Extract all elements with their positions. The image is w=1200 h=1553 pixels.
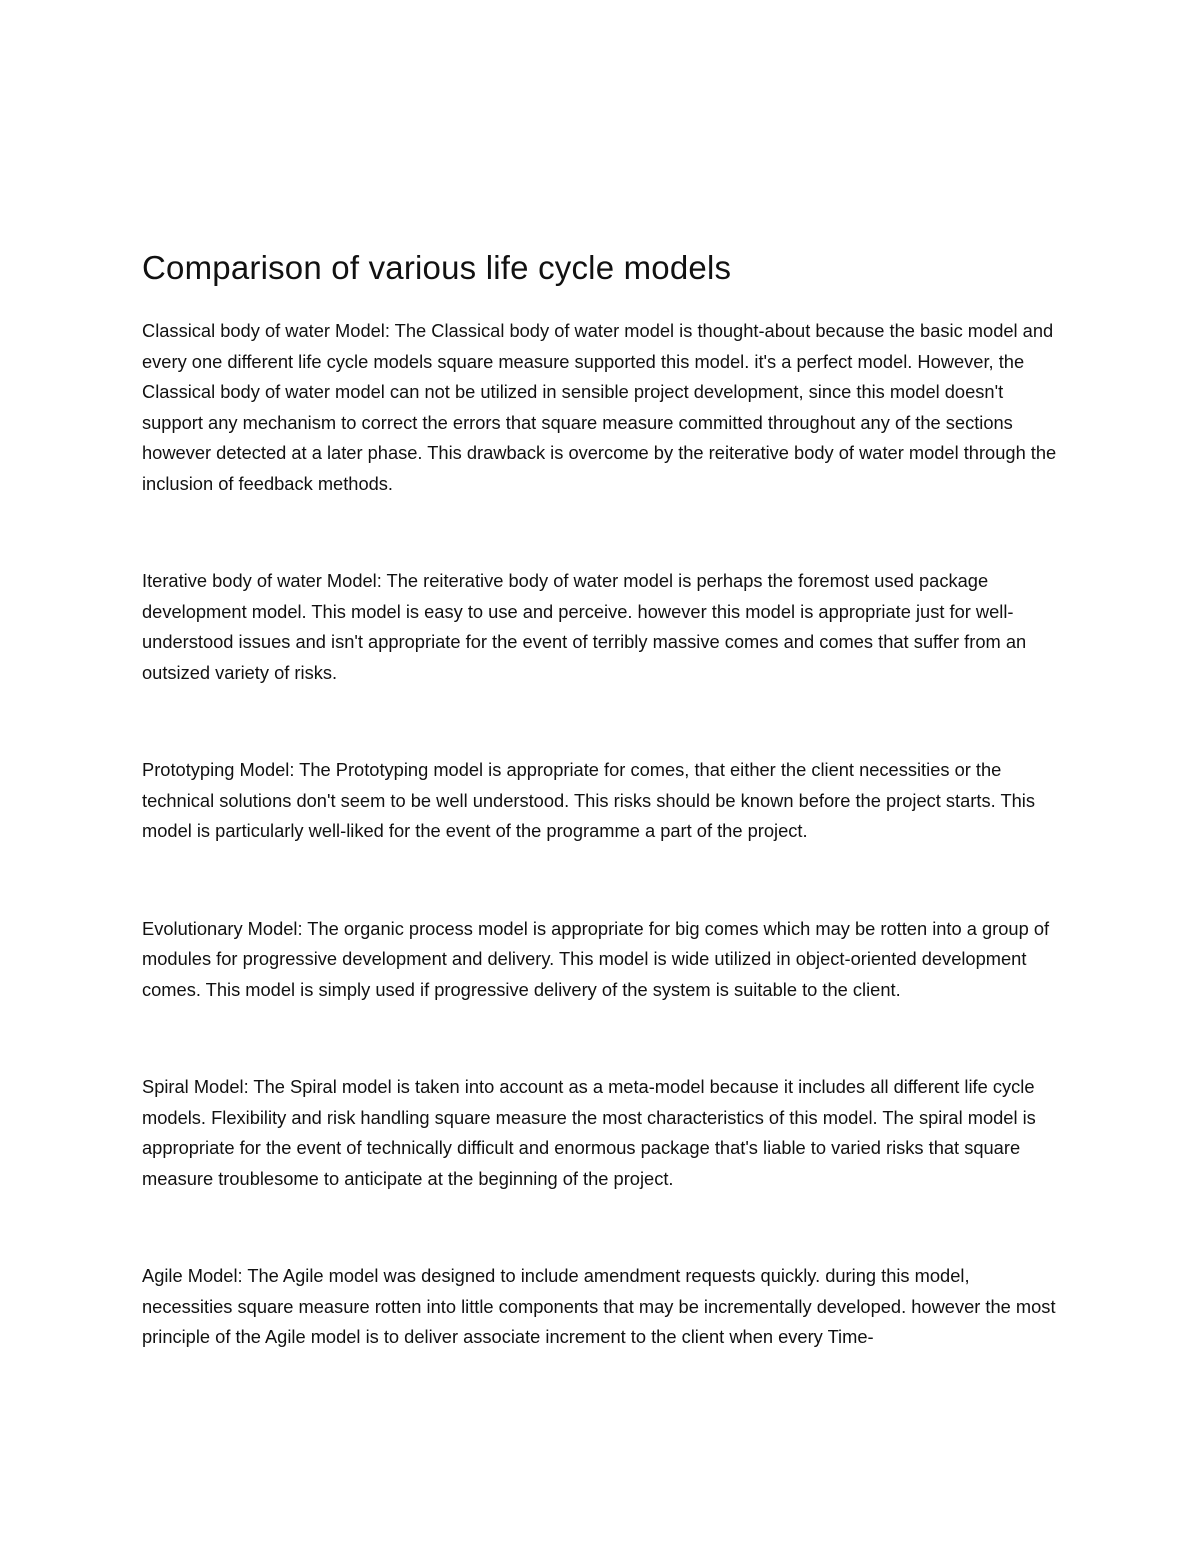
paragraph-spacer	[142, 1005, 1062, 1072]
paragraph-prototyping: Prototyping Model: The Prototyping model is appropriate for comes, that either the client necessities or the technical solutions don't seem to be well understood. This risks should be known before the project starts. This model is particularly well-liked for the event of the programme a part of the project.	[142, 759, 1035, 841]
paragraph-iterative-waterfall: Iterative body of water Model: The reiterative body of water model is perhaps the foremost used package development model. This model is easy to use and perceive. however this model is appropriate just for well-understood issues and isn't appropriate for the event of terribly massive comes and comes that suffer from an outsized variety of risks.	[142, 570, 1027, 683]
paragraph-spacer	[142, 847, 1062, 914]
paragraph-spacer	[142, 688, 1062, 755]
paragraph-agile: Agile Model: The Agile model was designed to include amendment requests quickly. during this model, necessities square measure rotten into little components that may be incrementally developed. however the most principle of the Agile model is to deliver associate increment to the client when every Time-	[142, 1265, 1056, 1347]
document-title: Comparison of various life cycle models	[142, 249, 732, 286]
document-content	[142, 246, 1062, 1353]
paragraph-spacer	[142, 499, 1062, 566]
paragraph-spiral: Spiral Model: The Spiral model is taken into account as a meta-model because it includes all different life cycle models. Flexibility and risk handling square measure the most characteristics of this model. The spiral model is appropriate for the event of technically difficult and enormous package that's liable to varied risks that square measure troublesome to anticipate at the beginning of the project.	[142, 1076, 1036, 1189]
paragraph-evolutionary: Evolutionary Model: The organic process model is appropriate for big comes which may be rotten into a group of modules for progressive development and delivery. This model is wide utilized in object-oriented development comes. This model is simply used if progressive delivery of the system is suitable to the client.	[142, 917, 1050, 1000]
paragraph-classical-waterfall: Classical body of water Model: The Classical body of water model is thought-about because the basic model and every one different life cycle models square measure supported this model. it's a perfect model. However, the Classical body of water model can not be utilized in sensible project development, since this model doesn't support any mechanism to correct the errors that square measure committed throughout any of the sections however detected at a later phase. This drawback is overcome by the reiterative body of water model through the inclusion of feedback methods.	[142, 320, 1057, 494]
paragraph-spacer	[142, 1194, 1062, 1261]
